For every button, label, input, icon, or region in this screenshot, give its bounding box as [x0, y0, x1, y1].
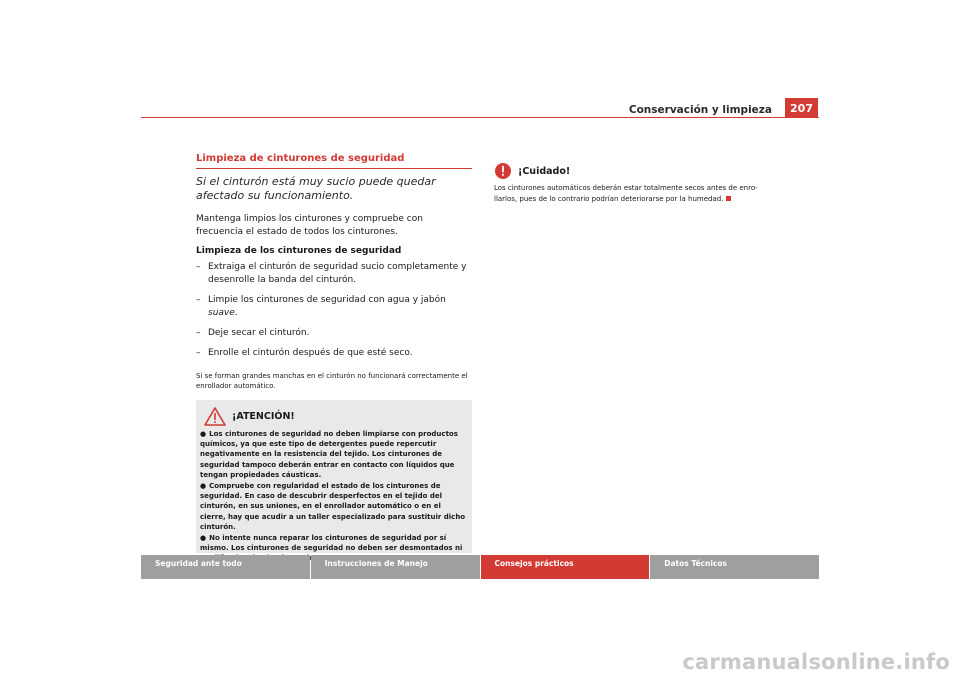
warning-box [196, 400, 472, 553]
warning-item: ● Compruebe con regularidad el estado de los cinturones de seguridad. En caso de descubrir desperfectos en el tejido del cinturón, en sus uniones, en el enrollador automático o en el cierre, hay que acudir a un taller especializado para sustituir dicho cinturón. [200, 482, 466, 531]
tab-seguridad[interactable]: Seguridad ante todo [141, 555, 310, 579]
intro-text: Si el cinturón está muy sucio puede quedar afectado su funcionamiento. [196, 175, 436, 202]
header-rule [141, 117, 819, 118]
list-item: – Enrolle el cinturón después de que esté seco. [196, 348, 413, 358]
caution-title: ¡Cuidado! [518, 165, 571, 177]
note-text: Si se forman grandes manchas en el cinturón no funcionará correctamente el enrollador automático. [196, 372, 468, 390]
end-mark-icon [726, 196, 731, 201]
caution-header [494, 160, 774, 182]
watermark: carmanualsonline.info [682, 650, 950, 674]
tab-datos[interactable]: Datos Técnicos [650, 555, 819, 579]
warning-title: ¡ATENCIÓN! [232, 410, 295, 422]
right-column [494, 160, 774, 204]
warning-triangle-icon [204, 407, 226, 426]
tab-instrucciones[interactable]: Instrucciones de Manejo [311, 555, 480, 579]
list-item: – Extraiga el cinturón de seguridad sucio completamente y desenrolle la banda del cinturón. [196, 262, 467, 285]
tab-consejos[interactable]: Consejos prácticos [481, 555, 650, 579]
list-item: – Deje secar el cinturón. [196, 328, 310, 338]
caution-exclamation-icon [494, 162, 512, 180]
procedure-steps [196, 261, 472, 360]
title-rule [196, 168, 472, 169]
caution-text: Los cinturones automáticos deberán estar totalmente secos antes de enrollarlos, pues de lo contrario podrían deteriorarse por la humedad. [494, 184, 758, 203]
chapter-title: Conservación y limpieza [628, 104, 772, 116]
body-text: Mantenga limpios los cinturones y compruebe con frecuencia el estado de todos los cinturones. [196, 214, 423, 237]
procedure-heading: Limpieza de los cinturones de seguridad [196, 246, 402, 256]
left-column [196, 152, 472, 553]
page-number: 207 [785, 98, 818, 118]
warning-header [200, 404, 468, 428]
section-title: Limpieza de cinturones de seguridad [196, 153, 405, 164]
warning-item: ● Los cinturones de seguridad no deben limpiarse con productos químicos, ya que este tipo de detergentes puede repercutir negativamente en la resistencia del tejido. Los cinturones de seguridad tampoco deberán entrar en contacto con líquidos que tengan propiedades cáusticas. [200, 430, 458, 479]
warning-item: ● No intente nunca reparar los cinturones de seguridad por sí mismo. Los cinturones de seguridad no deben ser desmontados ni [200, 534, 463, 553]
footer-nav [141, 555, 819, 579]
list-item: – Limpie los cinturones de seguridad con agua y jabón suave. [196, 295, 446, 318]
